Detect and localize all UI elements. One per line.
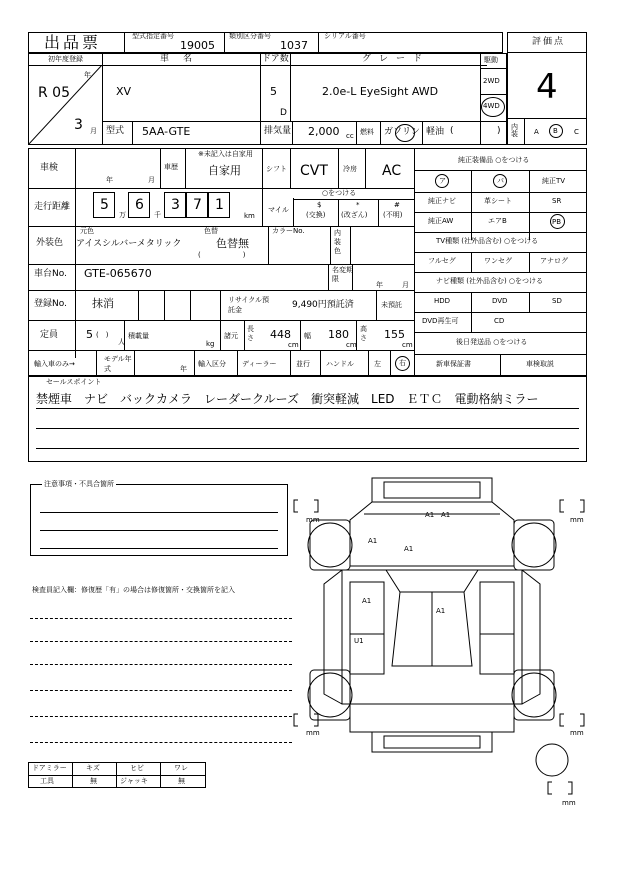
tools-label: 工具: [40, 777, 54, 785]
notes-label: 注意事項・不具合箇所: [44, 480, 114, 488]
inspector-label: 検査員記入欄：修復歴「有」の場合は修復箇所・交換箇所を記入: [32, 586, 235, 594]
interior-label: 内装: [511, 123, 518, 138]
load-label: 積載量: [128, 332, 149, 340]
equip-navi: 純正ナビ: [428, 197, 456, 205]
first-registration-year: R 05: [38, 85, 70, 101]
later-shipment-title: 後日発送品 ○をつける: [456, 338, 528, 346]
capacity-value: 5: [86, 328, 93, 341]
door-count-value: 5: [270, 85, 277, 98]
tv-type-title: TV種類 (社外品含む) ○をつける: [436, 237, 539, 245]
import-only-label: 輸入車のみ→: [34, 360, 75, 368]
tools-value: 無: [90, 777, 97, 785]
grade-value: 2.0e-L EyeSight AWD: [322, 85, 439, 98]
fuel-diesel: 軽油: [426, 127, 445, 137]
use-label: 車歴: [164, 163, 178, 171]
model-value: 5AA-GTE: [142, 125, 191, 138]
dvd-playback-label: DVD再生可: [422, 317, 459, 325]
tv-fullseg: フルセグ: [428, 257, 456, 265]
serial-number-label: シリアル番号: [324, 32, 366, 40]
equip-tv: 純正TV: [542, 177, 566, 185]
recycle-label: リサイクル預託金: [228, 296, 270, 314]
missing-break: ワレ: [174, 764, 188, 772]
equip-pb: PB: [552, 218, 562, 226]
displacement-value: 2,000: [308, 125, 340, 138]
car-name-value: XV: [116, 85, 132, 98]
first-registration-label: 初年度登録: [48, 55, 83, 63]
use-note: ※未記入は自家用: [198, 150, 253, 158]
drive-label: 駆動: [484, 56, 498, 64]
dimensions-label: 諸元: [224, 332, 238, 340]
tv-oneseg: ワンセグ: [484, 257, 512, 265]
length-value: 448: [270, 328, 291, 341]
shift-value: CVT: [300, 163, 328, 179]
equip-aw: 純正AW: [428, 217, 454, 225]
handle-label: ハンドル: [326, 360, 354, 368]
model-year-label: モデル年式: [104, 355, 132, 373]
navi-sd: SD: [552, 297, 562, 305]
manual-doc: 車検取説: [526, 360, 554, 368]
type-designation-label: 型式指定番号: [132, 32, 174, 40]
damage-mark-fender-left: A1: [368, 537, 378, 545]
mileage-digit-1: 5: [100, 197, 109, 213]
chassis-value: GTE-065670: [84, 267, 152, 280]
missing-doormirror: ドアミラー: [32, 764, 67, 772]
missing-scratch: キズ: [86, 764, 100, 772]
equip-ps: パ: [497, 177, 504, 185]
handle-left: 左: [374, 360, 381, 368]
diagram-unit-rr: mm: [570, 729, 584, 737]
color-number-label: カラーNo.: [272, 227, 305, 235]
mileage-digit-4: 7: [193, 197, 202, 213]
interior-a: A: [534, 128, 539, 136]
chassis-label: 車台No.: [34, 269, 67, 279]
car-name-label: 車名: [160, 54, 207, 64]
original-color-value: アイスシルバーメタリック: [76, 239, 182, 249]
notes-box: [30, 484, 288, 556]
sheet-title: 出品票: [44, 33, 102, 52]
ac-label: 冷房: [343, 165, 357, 173]
first-registration-month: 3: [74, 117, 83, 133]
damage-mark-roof: A1: [436, 607, 446, 615]
sales-point-text: 禁煙車 ナビ バックカメラ レーダークルーズ 衝突軽減 LED ＥＴＣ 電動格納ミラー: [36, 392, 539, 406]
color-label: 外装色: [36, 238, 64, 248]
equip-airbag: エアB: [488, 217, 507, 225]
mileage-label: 走行距離: [34, 202, 71, 212]
navi-dvd: DVD: [492, 297, 508, 305]
recycle-unpaid: 未預託: [381, 301, 402, 309]
sales-point-label: セールスポイント: [46, 378, 102, 386]
odometer-altered: (改ざん): [341, 211, 368, 219]
equip-ac: ア: [439, 177, 446, 185]
ac-value: AC: [382, 163, 402, 179]
type-designation-value: 19005: [180, 39, 215, 52]
warranty-doc: 新車保証書: [436, 360, 471, 368]
import-dealer: ディーラー: [242, 360, 277, 368]
use-value: 自家用: [208, 164, 241, 177]
drive-2wd: 2WD: [483, 77, 500, 85]
car-damage-diagram: [290, 474, 590, 814]
handle-right: 右: [399, 359, 406, 367]
damage-mark-front-2: A1: [441, 511, 451, 519]
mile-label: マイル: [268, 206, 289, 214]
import-class-label: 輸入区分: [198, 360, 226, 368]
jack-value: 無: [178, 777, 185, 785]
registration-label: 登録No.: [34, 299, 67, 309]
displacement-label: 排気量: [264, 126, 292, 136]
mileage-digit-2: 6: [135, 197, 144, 213]
drive-4wd: 4WD: [483, 102, 500, 110]
shift-label: シフト: [266, 165, 287, 173]
score-value: 4: [536, 67, 558, 107]
damage-mark-rear-door-left: U1: [354, 637, 364, 645]
damage-mark-door-left: A1: [362, 597, 372, 605]
model-label: 型式: [106, 126, 125, 136]
import-parallel: 並行: [296, 360, 310, 368]
navi-type-title: ナビ種類 (社外品含む) ○をつける: [436, 277, 544, 285]
door-count-label: ドア数: [262, 54, 289, 64]
interior-b: B: [553, 127, 558, 135]
category-number-value: 1037: [280, 39, 308, 52]
navi-hdd: HDD: [434, 297, 451, 305]
score-label: 評価点: [532, 37, 566, 47]
mileage-digit-5: 1: [215, 197, 224, 213]
sales-point-box: [28, 376, 587, 462]
registration-value: 抹消: [92, 297, 114, 310]
damage-mark-front-1: A1: [425, 511, 435, 519]
grade-label: グレード: [362, 54, 431, 64]
capacity-label: 定員: [40, 330, 59, 340]
width-value: 180: [328, 328, 349, 341]
equip-leather: 革シート: [484, 197, 512, 205]
fuel-label: 燃料: [360, 128, 374, 136]
interior-c: C: [574, 128, 579, 136]
repaint-value: 色替無: [216, 237, 249, 250]
shaken-label: 車検: [40, 163, 59, 173]
name-change-label: 名変期限: [332, 266, 353, 283]
category-number-label: 類別区分番号: [229, 32, 271, 40]
jack-label: ジャッキ: [120, 777, 148, 785]
odometer-exchanged: (交換): [306, 211, 326, 219]
equip-sunroof: SR: [552, 197, 562, 205]
recycle-value: 9,490円預託済: [292, 300, 354, 310]
door-type-value: D: [280, 108, 287, 118]
missing-crack: ヒビ: [130, 764, 144, 772]
odometer-note: ○をつける: [322, 189, 357, 197]
odometer-unknown: (不明): [383, 211, 403, 219]
mileage-digit-3: 3: [171, 197, 180, 213]
tv-analog: アナログ: [540, 257, 568, 265]
diagram-unit-rl: mm: [306, 729, 320, 737]
diagram-unit-fl: mm: [306, 516, 320, 524]
equipment-title: 純正装備品 ○をつける: [458, 156, 530, 164]
diagram-unit-spare: mm: [562, 799, 576, 807]
cd-label: CD: [494, 317, 505, 325]
diagram-unit-fr: mm: [570, 516, 584, 524]
interior-color-label: 内装色: [334, 229, 341, 255]
height-value: 155: [384, 328, 405, 341]
damage-mark-hood: A1: [404, 545, 414, 553]
fuel-gas: ガソリン: [384, 127, 421, 137]
